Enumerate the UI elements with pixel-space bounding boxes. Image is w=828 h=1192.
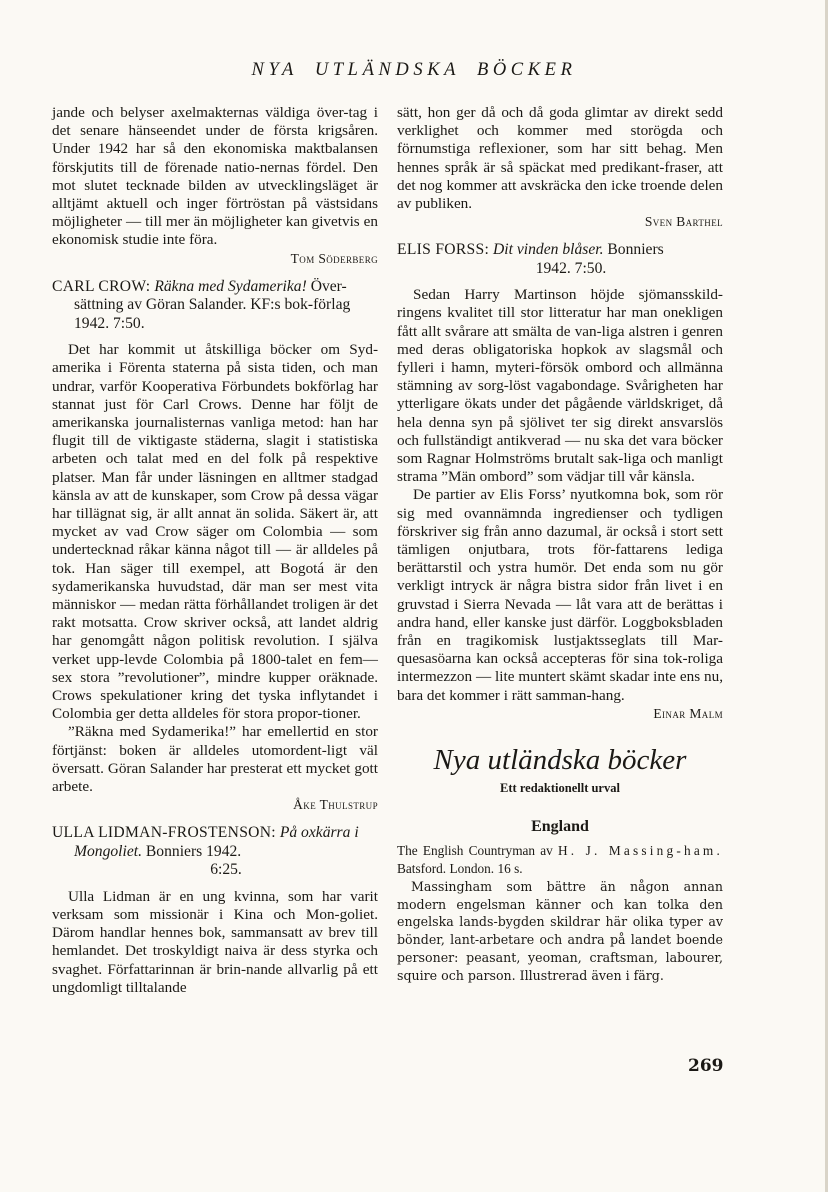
page-number: 269 — [688, 1056, 724, 1076]
review-heading-crow — [52, 278, 378, 334]
review-paragraph: Sedan Harry Martinson höjde sjömansskild-ringens kvalitet till stor litteratur har man onekligen fått allt svårare att smälta de van-liga alstren i genren med deras obligatoriska hopkok av slagsmål och fylleri i hamn, myteri-försök ombord och allmänna stämning av sorg-löst vagabondage. Svårigheten har ytterligare ökats under det pågående världskriget, då hela denna syn på sjölivet ter sig direkt ansvarslös och fullständigt antikverad — nu ska det vara böcker som Ragnar Holmströms brutalt sak-liga och manligt strama ”Män ombord” som vädjar till vår känsla. — [397, 286, 723, 486]
book-entry — [397, 842, 723, 878]
review-paragraph: De partier av Elis Forss’ nyutkomna bok, som rör sig med ovannämnda ingredienser och tydligen förskriver sig från anno dazumal, är också i stort sett tämligen onjutbara, trots för-fattarens lediga berättarstil och ystra humör. Det enda som nu gör verkligt intryck är några bistra sidor från livet i en gruvstad i Sierra Nevada — låt vara att de berättas i andra hand, eller kanske just därför. Loggboksbladen från en tragikomisk lustjaktsseglats till Mar-quesasöarna kan också accepteras för sina tok-roliga intermezzon — lite muntert skämt skadar inte ens nu, bara det kommer i rätt samman-hang. — [397, 486, 723, 704]
review-heading-forss — [397, 241, 723, 278]
book-note: Massingham som bättre än någon annan modern engelsman känner och kan tolka den engelska lands-bygden skildrar här olika typer av bönder, lant-arbetare och andra på landet boende personer: peasant, yeoman, craftsman, labourer, squire och parson. Illustrerad även i färg. — [397, 878, 723, 983]
intro-paragraph: jande och belyser axelmakternas väldiga över-tag i det senare hänseendet under de första krigsåren. Under 1942 har så den ekonomiska maktbalansen förskjutits till de förenade natio-nernas fördel. Den mot slutet tecknade bilden av utvecklingsläget är alltjämt aktuell och inger förtröstan på västsidans möjligheter — till mer än möjligheter kan givetvis en ekonomisk studie inte föra. — [52, 104, 378, 249]
review-author: ELIS FORSS: — [397, 241, 490, 259]
continuation-signature: Sven Barthel — [644, 214, 723, 230]
running-head: NYA UTLÄNDSKA BÖCKER — [251, 60, 577, 80]
review-signature: Einar Malm — [653, 705, 723, 721]
section-subtitle: Ett redaktionellt urval — [500, 780, 620, 795]
review-publisher: Bonniers 1942. — [145, 842, 242, 860]
book-entry-title: The English Countryman — [397, 842, 536, 858]
review-paragraph: Det har kommit ut åtskilliga böcker om Syd-amerika i Förenta staterna på sista tiden, och man undrar, varför Kooperativa Förbundets bokförlag har stannat just för Carl Crows. Denne har följt de amerikanska journalisternas vanliga metod: han har flugit till de viktigaste städerna, slagit i statistiska arbeten och talat med en del folk på respektive platser. Man får under läsningen en alltmer stadgad känsla av att de kunskaper, som Crow på dessa vägar har tillägnat sig, är allt annat än solida. Säkert är, att mycket av vad Crow säger om Colombia — som undertecknad råkar känna något till — är alldeles på tok. Han säger till exempel, att Bogotá är den sydamerikanska huvudstad, där man ser mest vita människor — medan rätta förhållandet troligen är det rakt motsatta. Crow skriver också, att landet aldrig har genomgått någon politisk revolution. I själva verket upp-levde Colombia på 1800-talet en fem—sex stora ”revolutioner”, mindre kupper oräknade. Crows spekulationer kring det tyska inflytandet i Colombia ger detta alldeles för stora propor-tioner. — [52, 341, 378, 723]
review-price: 6:25. — [210, 861, 242, 879]
review-details: Över-sättning av Göran Salander. KF:s bok-förlag 1942. 7:50. — [74, 277, 351, 332]
left-column — [52, 104, 378, 997]
review-book-title: Dit vinden blåser. — [493, 241, 604, 259]
review-heading-lidman — [52, 824, 378, 880]
review-book-title: På oxkärra i Mongoliet. — [74, 824, 359, 860]
intro-signature: Tom Söderberg — [290, 250, 378, 266]
book-entry-author: H. J. Massing-ham. — [557, 842, 724, 858]
review-signature: Åke Thulstrup — [293, 797, 378, 813]
review-details: 1942. 7:50. — [535, 259, 607, 277]
review-book-title: Räkna med Sydamerika! — [154, 277, 307, 295]
review-publisher: Bonniers — [607, 241, 664, 259]
book-entry-publisher: Batsford. London. 16 s. — [397, 860, 523, 876]
right-column — [397, 104, 723, 985]
review-author: CARL CROW: — [52, 277, 151, 295]
section-title: Nya utländska böcker — [433, 743, 687, 776]
review-paragraph: ”Räkna med Sydamerika!” har emellertid en stor förtjänst: boken är alldeles utomordent-ligt väl översatt. Göran Salander har presterat ett mycket gott arbete. — [52, 723, 378, 795]
book-entry-by: av — [540, 842, 553, 858]
country-heading: England — [531, 817, 589, 835]
review-paragraph: Ulla Lidman är en ung kvinna, som har varit verksam som missionär i Kina och Mon-goliet. Därom handlar hennes bok, sammansatt av brev till hemlandet. Det troskyldigt naiva är dess styrka och svaghet. Författarinnan är brin-nande allvarlig på ett ungdomligt tilltalande — [52, 887, 378, 996]
continuation-paragraph: sätt, hon ger då och då goda glimtar av direkt sedd verklighet och kommer med storögda och förnumstiga reflexioner, som har sitt behag. Men hennes språk är så späckat med predikant-fraser, att det nog kommer att avskräcka den icke troende delen av publiken. — [397, 104, 723, 213]
review-author: ULLA LIDMAN-FROSTENSON: — [52, 824, 276, 842]
